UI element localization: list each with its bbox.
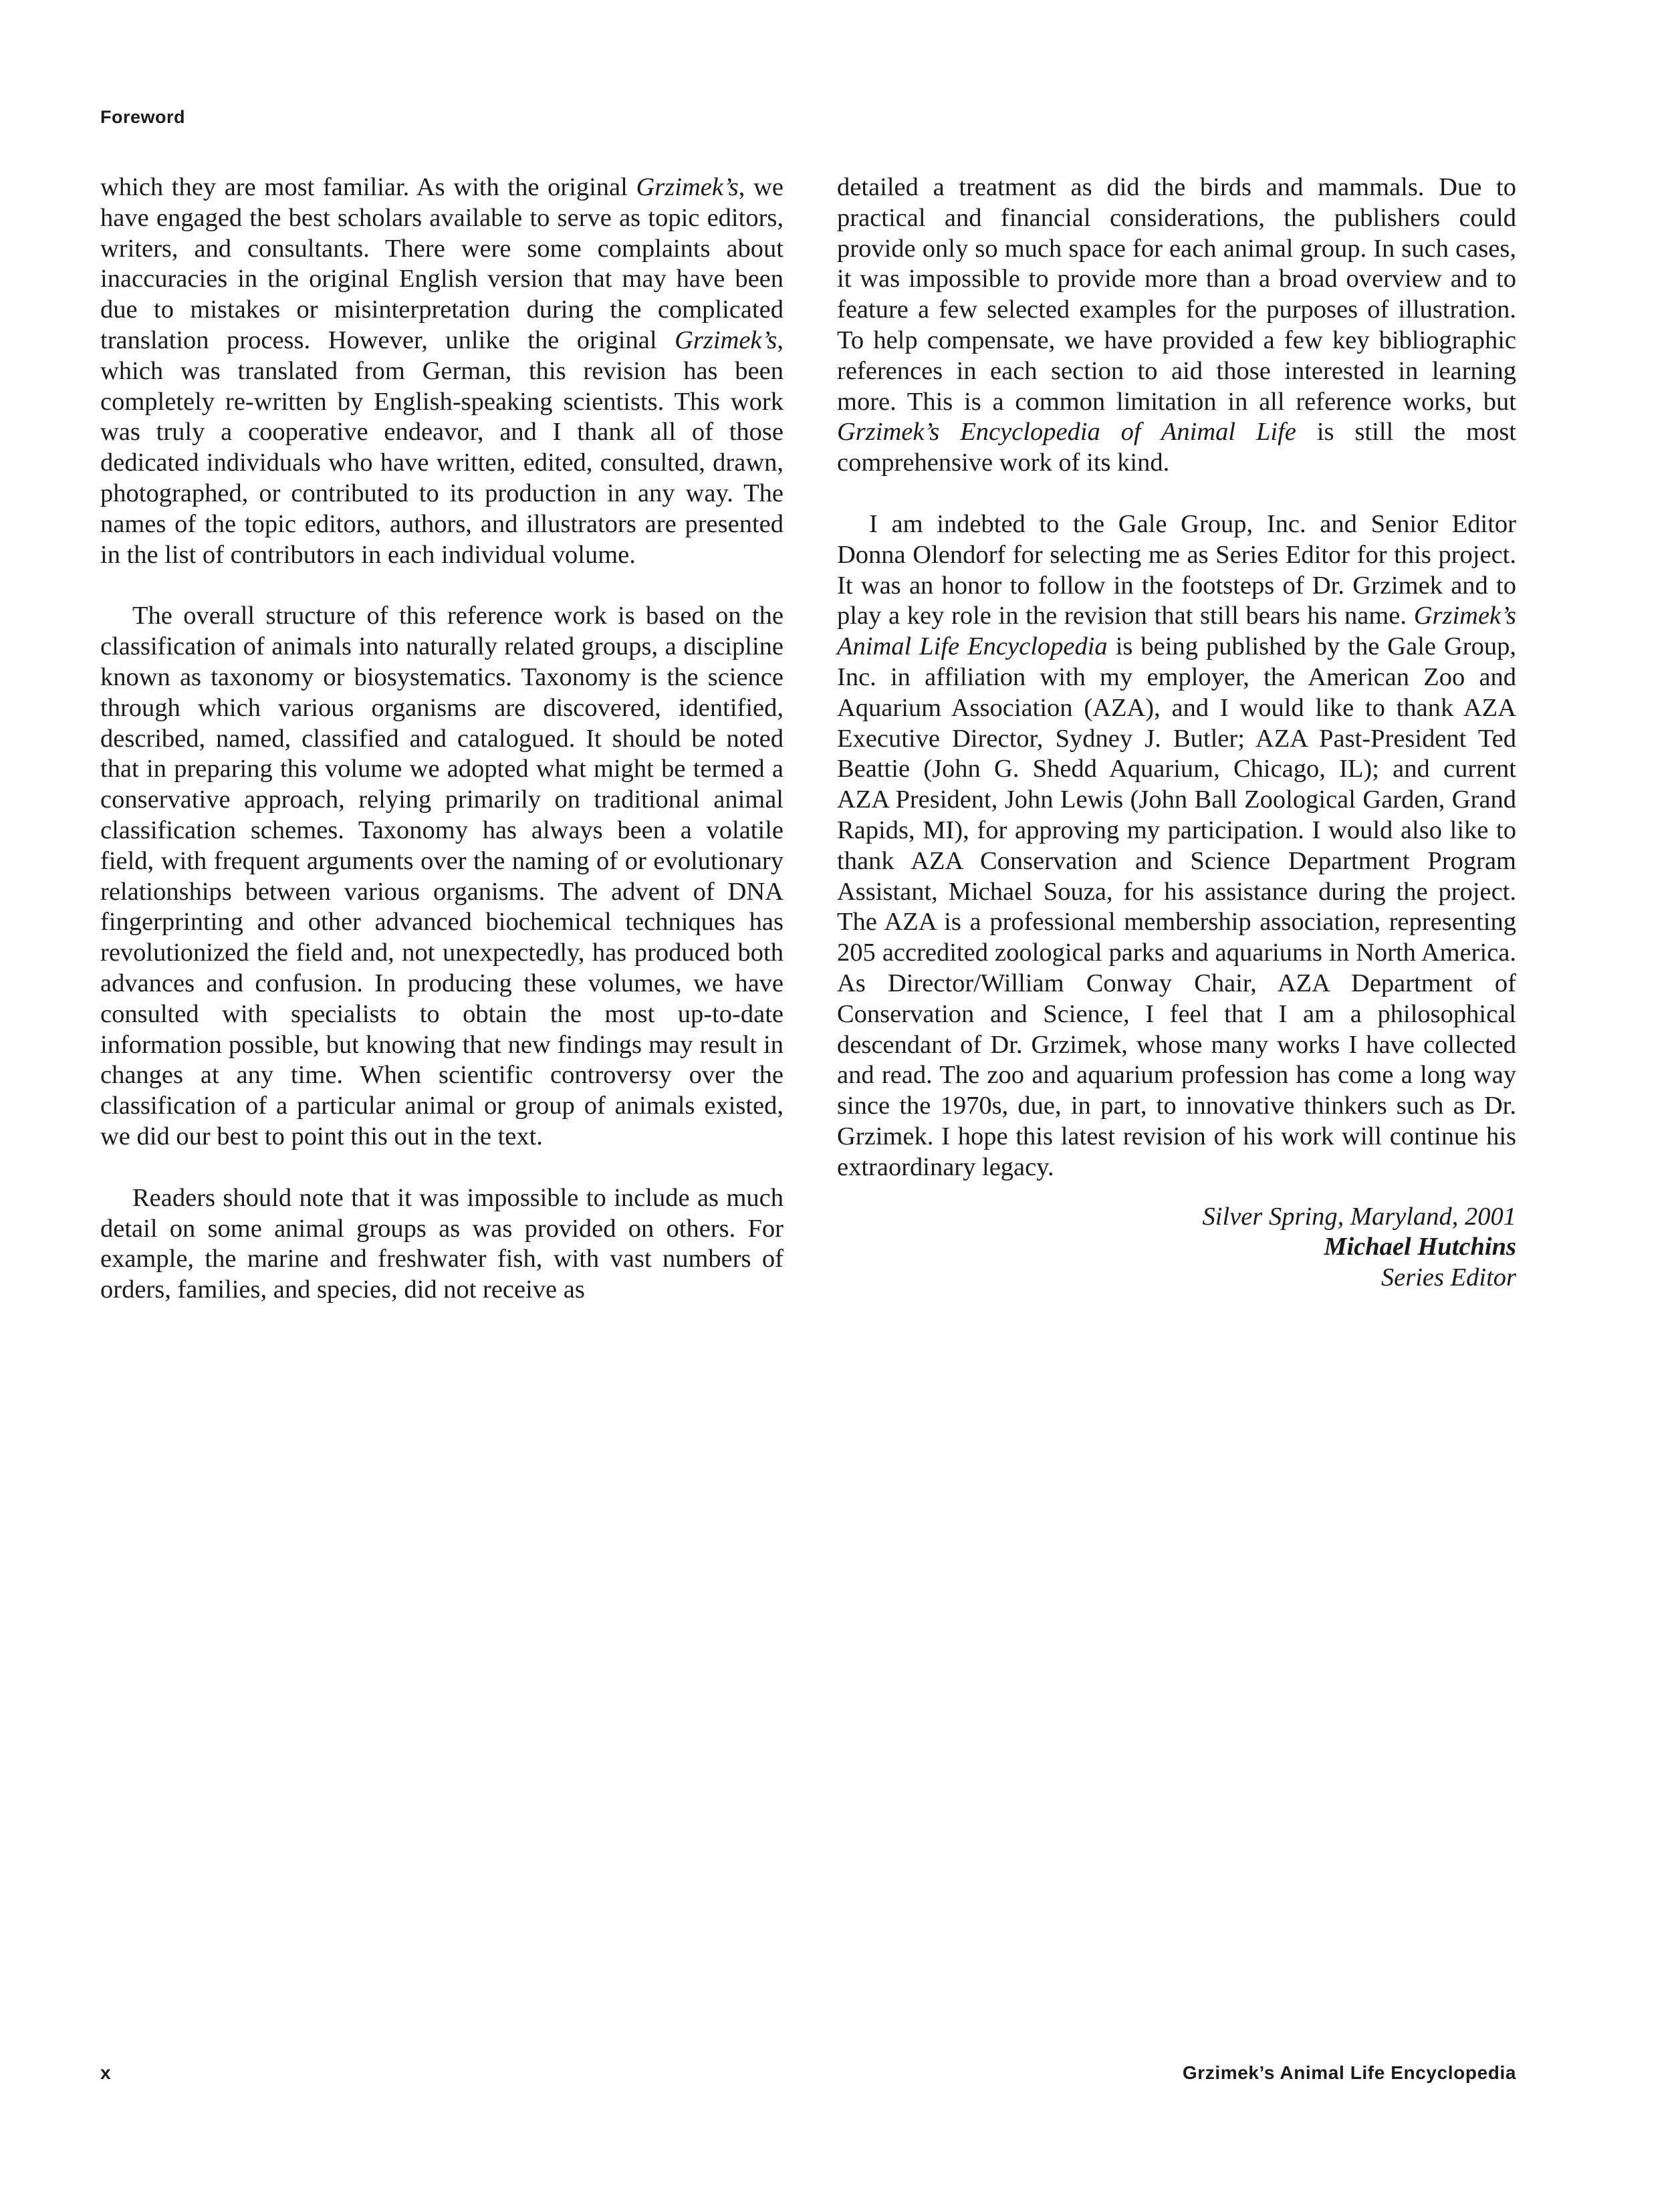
paragraph: The overall structure of this reference work is based on the classification of animals into naturally related groups, a discipline known as taxonomy or biosystematics. Taxonomy is the science through which various organisms are discovered, identified, described, named, classified and catalogued. It should be noted that in preparing this volume we adopted what might be termed a conservative approach, relying primarily on traditional animal classification schemes. Taxonomy has always been a volatile field, with frequent arguments over the naming of or evolutionary relationships between various organisms. The advent of DNA fingerprinting and other advanced biochemical techniques has revolutionized the field and, not unexpectedly, has produced both advances and confusion. In producing these volumes, we have consulted with specialists to obtain the most up-to-date information possible, but knowing that new findings may result in changes at any time. When scientific controversy over the classification of a particular animal or group of animals existed, we did our best to point this out in the text. xyxy=(100,602,784,1150)
italic-title: Grzimek’s Animal Life Encyclopedia xyxy=(837,602,1516,661)
page-number: x xyxy=(100,2062,112,2083)
signature-name: Michael Hutchins xyxy=(1324,1233,1516,1261)
left-column xyxy=(100,172,784,1336)
signature-title: Series Editor xyxy=(1381,1263,1516,1292)
paragraph: detailed a treatment as did the birds and mammals. Due to practical and financial considerations, the publishers could provide only so much space for each animal group. In such cases, it was impossible to provide more than a broad overview and to feature a few selected examples for the purposes of illustration. To help compensate, we have provided a few key bibliographic references in each section to aid those interested in learning more. This is a common limitation in all reference works, but Grzimek’s Encyclopedia of Animal Life is still the most comprehensive work of its kind. xyxy=(837,173,1516,477)
paragraph: which they are most familiar. As with the original Grzimek’s, we have engaged the best scholars available to serve as topic editors, writers, and consultants. There were some complaints about inaccuracies in the original English version that may have been due to mistakes or misinterpretation during the complicated translation process. However, unlike the original Grzimek’s, which was translated from German, this revision has been completely re-written by English-speaking scientists. This work was truly a cooperative endeavor, and I thank all of those dedicated individuals who have written, edited, consulted, drawn, photographed, or contributed to its production in any way. The names of the topic editors, authors, and illustrators are presented in the list of contributors in each individual volume. xyxy=(100,173,784,569)
signature-place-date: Silver Spring, Maryland, 2001 xyxy=(1202,1202,1516,1231)
paragraph: I am indebted to the Gale Group, Inc. and Senior Editor Donna Olendorf for selecting me as Series Editor for this project. It was an honor to follow in the footsteps of Dr. Grzimek and to play a key role in the revision that still bears his name. Grzimek’s Animal Life Encyclopedia is being published by the Gale Group, Inc. in affiliation with my employer, the American Zoo and Aquarium Association (AZA), and I would like to thank AZA Executive Director, Sydney J. Butler; AZA Past-President Ted Beattie (John G. Shedd Aquarium, Chicago, IL); and current AZA President, John Lewis (John Ball Zoological Garden, Grand Rapids, MI), for approving my participation. I would also like to thank AZA Conservation and Science Department Program Assistant, Michael Souza, for his assistance during the project. The AZA is a professional membership association, representing 205 accredited zoological parks and aquariums in North America. As Director/William Conway Chair, AZA Department of Conservation and Science, I feel that I am a philosophical descendant of Dr. Grzimek, whose many works I have collected and read. The zoo and aquarium profession has come a long way since the 1970s, due, in part, to innovative thinkers such as Dr. Grzimek. I hope this latest revision of his work will continue his extraordinary legacy. xyxy=(837,509,1517,1181)
italic-title: Grzimek’s xyxy=(675,326,777,354)
paragraph: Readers should note that it was impossible to include as much detail on some animal groups as was provided on others. For example, the marine and freshwater fish, with vast numbers of orders, families, and species, did not receive as xyxy=(100,1183,784,1304)
footer-book-title: Grzimek’s Animal Life Encyclopedia xyxy=(1182,2062,1516,2083)
italic-title: Grzimek’s Encyclopedia of Animal Life xyxy=(837,418,1296,447)
running-head-section: Foreword xyxy=(100,107,186,127)
right-column xyxy=(837,172,1516,1294)
italic-title: Grzimek’s xyxy=(636,173,739,201)
signature-block xyxy=(837,1202,1516,1294)
